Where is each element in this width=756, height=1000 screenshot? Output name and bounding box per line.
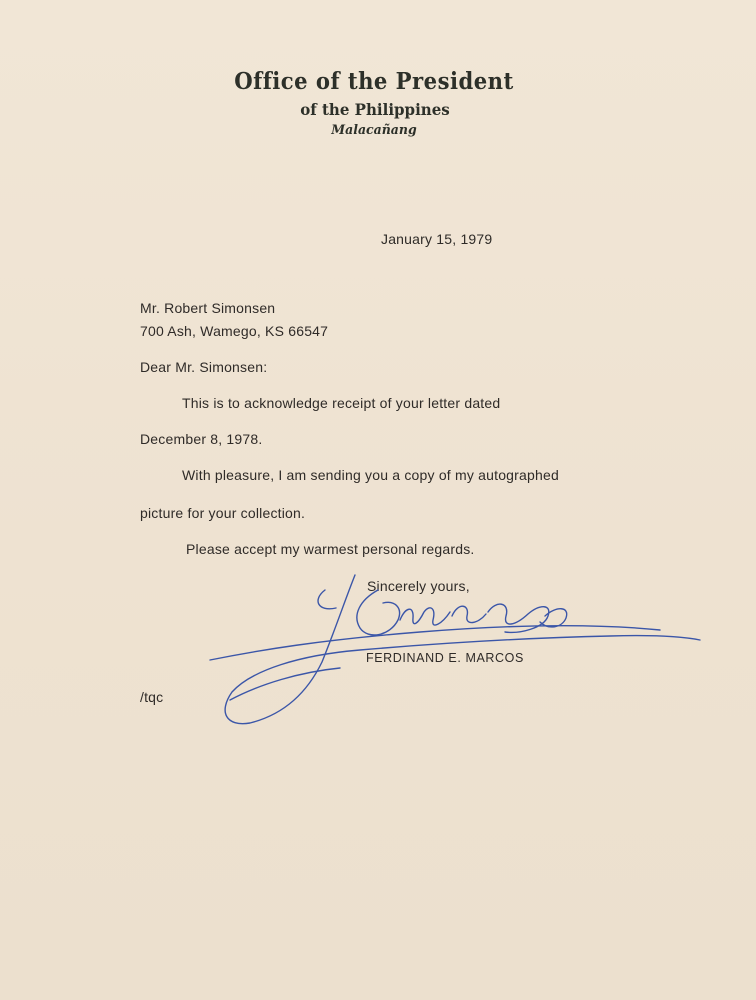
letterhead-office: Office of the President [234,68,514,95]
letter-date: January 15, 1979 [381,231,493,247]
recipient-address: 700 Ash, Wamego, KS 66547 [140,323,329,339]
letterhead [0,70,756,137]
body-paragraph-2-line-1: With pleasure, I am sending you a copy of my autographed [182,467,559,483]
signer-name: FERDINAND E. MARCOS [366,651,524,665]
body-paragraph-3-line-1: Please accept my warmest personal regards. [186,541,475,557]
salutation: Dear Mr. Simonsen: [140,359,268,375]
letterhead-palace: Malacañang [331,123,417,138]
closing: Sincerely yours, [367,578,470,594]
typist-initials: /tqc [140,689,164,705]
letterhead-country: of the Philippines [300,100,450,119]
body-paragraph-2-line-2: picture for your collection. [140,505,306,521]
recipient-name: Mr. Robert Simonsen [140,300,276,316]
body-paragraph-1-line-1: This is to acknowledge receipt of your letter dated [182,395,501,411]
body-paragraph-1-line-2: December 8, 1978. [140,431,263,447]
